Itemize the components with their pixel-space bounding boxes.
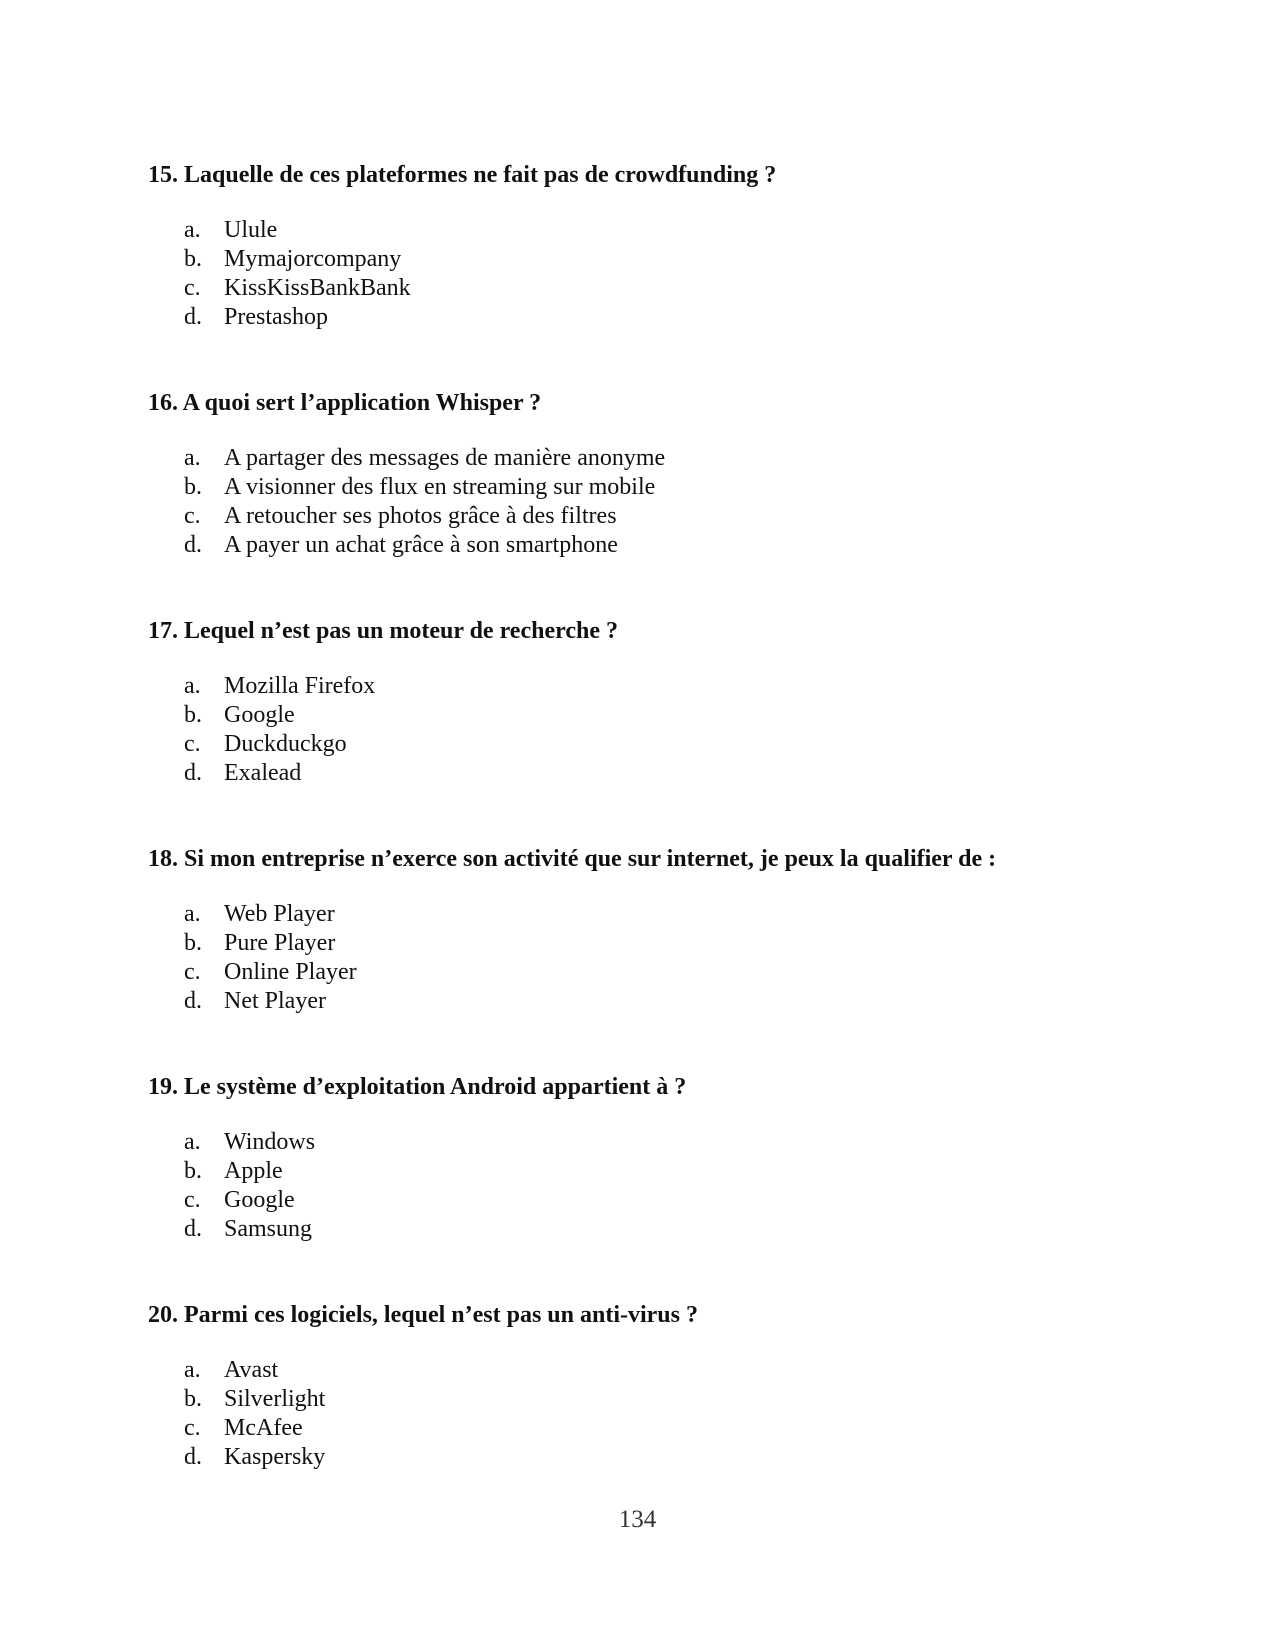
option-letter: d. [184, 988, 202, 1014]
option-list [148, 1128, 1208, 1244]
option-letter: c. [184, 959, 201, 985]
option-text: KissKissBankBank [224, 275, 411, 301]
option-letter: b. [184, 1386, 202, 1412]
option-list [148, 672, 1208, 788]
option-letter: c. [184, 731, 201, 757]
option-letter: b. [184, 474, 202, 500]
option-text: A payer un achat grâce à son smartphone [224, 532, 618, 558]
question-19 [148, 1072, 1208, 1244]
option-letter: d. [184, 1216, 202, 1242]
option-list [148, 444, 1208, 560]
option-item [148, 1356, 1208, 1385]
option-item [148, 730, 1208, 759]
option-letter: c. [184, 1187, 201, 1213]
page-number: 134 [618, 1506, 657, 1533]
option-item [148, 1157, 1208, 1186]
question-15 [148, 160, 1208, 332]
option-item [148, 701, 1208, 730]
question-title: 17. Lequel n’est pas un moteur de recherche ? [148, 618, 618, 644]
option-letter: a. [184, 673, 201, 699]
option-list [148, 216, 1208, 332]
question-title: 20. Parmi ces logiciels, lequel n’est pas un anti-virus ? [148, 1302, 698, 1328]
option-text: Pure Player [224, 930, 336, 956]
option-text: A visionner des flux en streaming sur mobile [224, 474, 656, 500]
option-text: Prestashop [224, 304, 328, 330]
question-20 [148, 1300, 1208, 1472]
option-item [148, 502, 1208, 531]
option-item [148, 929, 1208, 958]
option-text: Google [224, 702, 295, 728]
option-text: A retoucher ses photos grâce à des filtres [224, 503, 617, 529]
option-text: Mozilla Firefox [224, 673, 376, 699]
option-list [148, 1356, 1208, 1472]
option-item [148, 1186, 1208, 1215]
option-text: Silverlight [224, 1386, 326, 1412]
option-text: Ulule [224, 217, 278, 243]
option-text: Apple [224, 1158, 283, 1184]
option-letter: b. [184, 1158, 202, 1184]
option-item [148, 958, 1208, 987]
question-title: 18. Si mon entreprise n’exerce son activité que sur internet, je peux la qualifier de : [148, 846, 997, 872]
option-text: Avast [224, 1357, 279, 1383]
option-letter: a. [184, 901, 201, 927]
option-item [148, 473, 1208, 502]
option-letter: b. [184, 246, 202, 272]
option-item [148, 1443, 1208, 1472]
option-letter: a. [184, 1357, 201, 1383]
option-text: Google [224, 1187, 295, 1213]
option-letter: d. [184, 1444, 202, 1470]
option-item [148, 1385, 1208, 1414]
option-letter: b. [184, 930, 202, 956]
option-letter: a. [184, 1129, 201, 1155]
option-item [148, 1128, 1208, 1157]
option-text: Web Player [224, 901, 335, 927]
option-item [148, 245, 1208, 274]
option-item [148, 274, 1208, 303]
option-text: Duckduckgo [224, 731, 347, 757]
question-title: 15. Laquelle de ces plateformes ne fait pas de crowdfunding ? [148, 162, 777, 188]
option-letter: d. [184, 532, 202, 558]
option-letter: c. [184, 275, 201, 301]
option-item [148, 444, 1208, 473]
option-item [148, 1215, 1208, 1244]
option-item [148, 531, 1208, 560]
option-item [148, 759, 1208, 788]
option-text: A partager des messages de manière anonyme [224, 445, 666, 471]
question-18 [148, 844, 1208, 1016]
question-17 [148, 616, 1208, 788]
option-item [148, 672, 1208, 701]
option-item [148, 216, 1208, 245]
option-list [148, 900, 1208, 1016]
option-item [148, 987, 1208, 1016]
option-text: Net Player [224, 988, 326, 1014]
option-text: Samsung [224, 1216, 313, 1242]
option-letter: a. [184, 445, 201, 471]
option-text: Windows [224, 1129, 316, 1155]
option-letter: c. [184, 1415, 201, 1441]
option-item [148, 303, 1208, 332]
option-item [148, 900, 1208, 929]
option-text: Mymajorcompany [224, 246, 402, 272]
option-text: McAfee [224, 1415, 303, 1441]
option-letter: d. [184, 760, 202, 786]
question-title: 16. A quoi sert l’application Whisper ? [148, 390, 542, 416]
question-16 [148, 388, 1208, 560]
option-letter: a. [184, 217, 201, 243]
option-text: Exalead [224, 760, 302, 786]
option-letter: c. [184, 503, 201, 529]
option-letter: d. [184, 304, 202, 330]
option-text: Online Player [224, 959, 357, 985]
option-item [148, 1414, 1208, 1443]
option-letter: b. [184, 702, 202, 728]
option-text: Kaspersky [224, 1444, 326, 1470]
question-title: 19. Le système d’exploitation Android appartient à ? [148, 1074, 687, 1100]
